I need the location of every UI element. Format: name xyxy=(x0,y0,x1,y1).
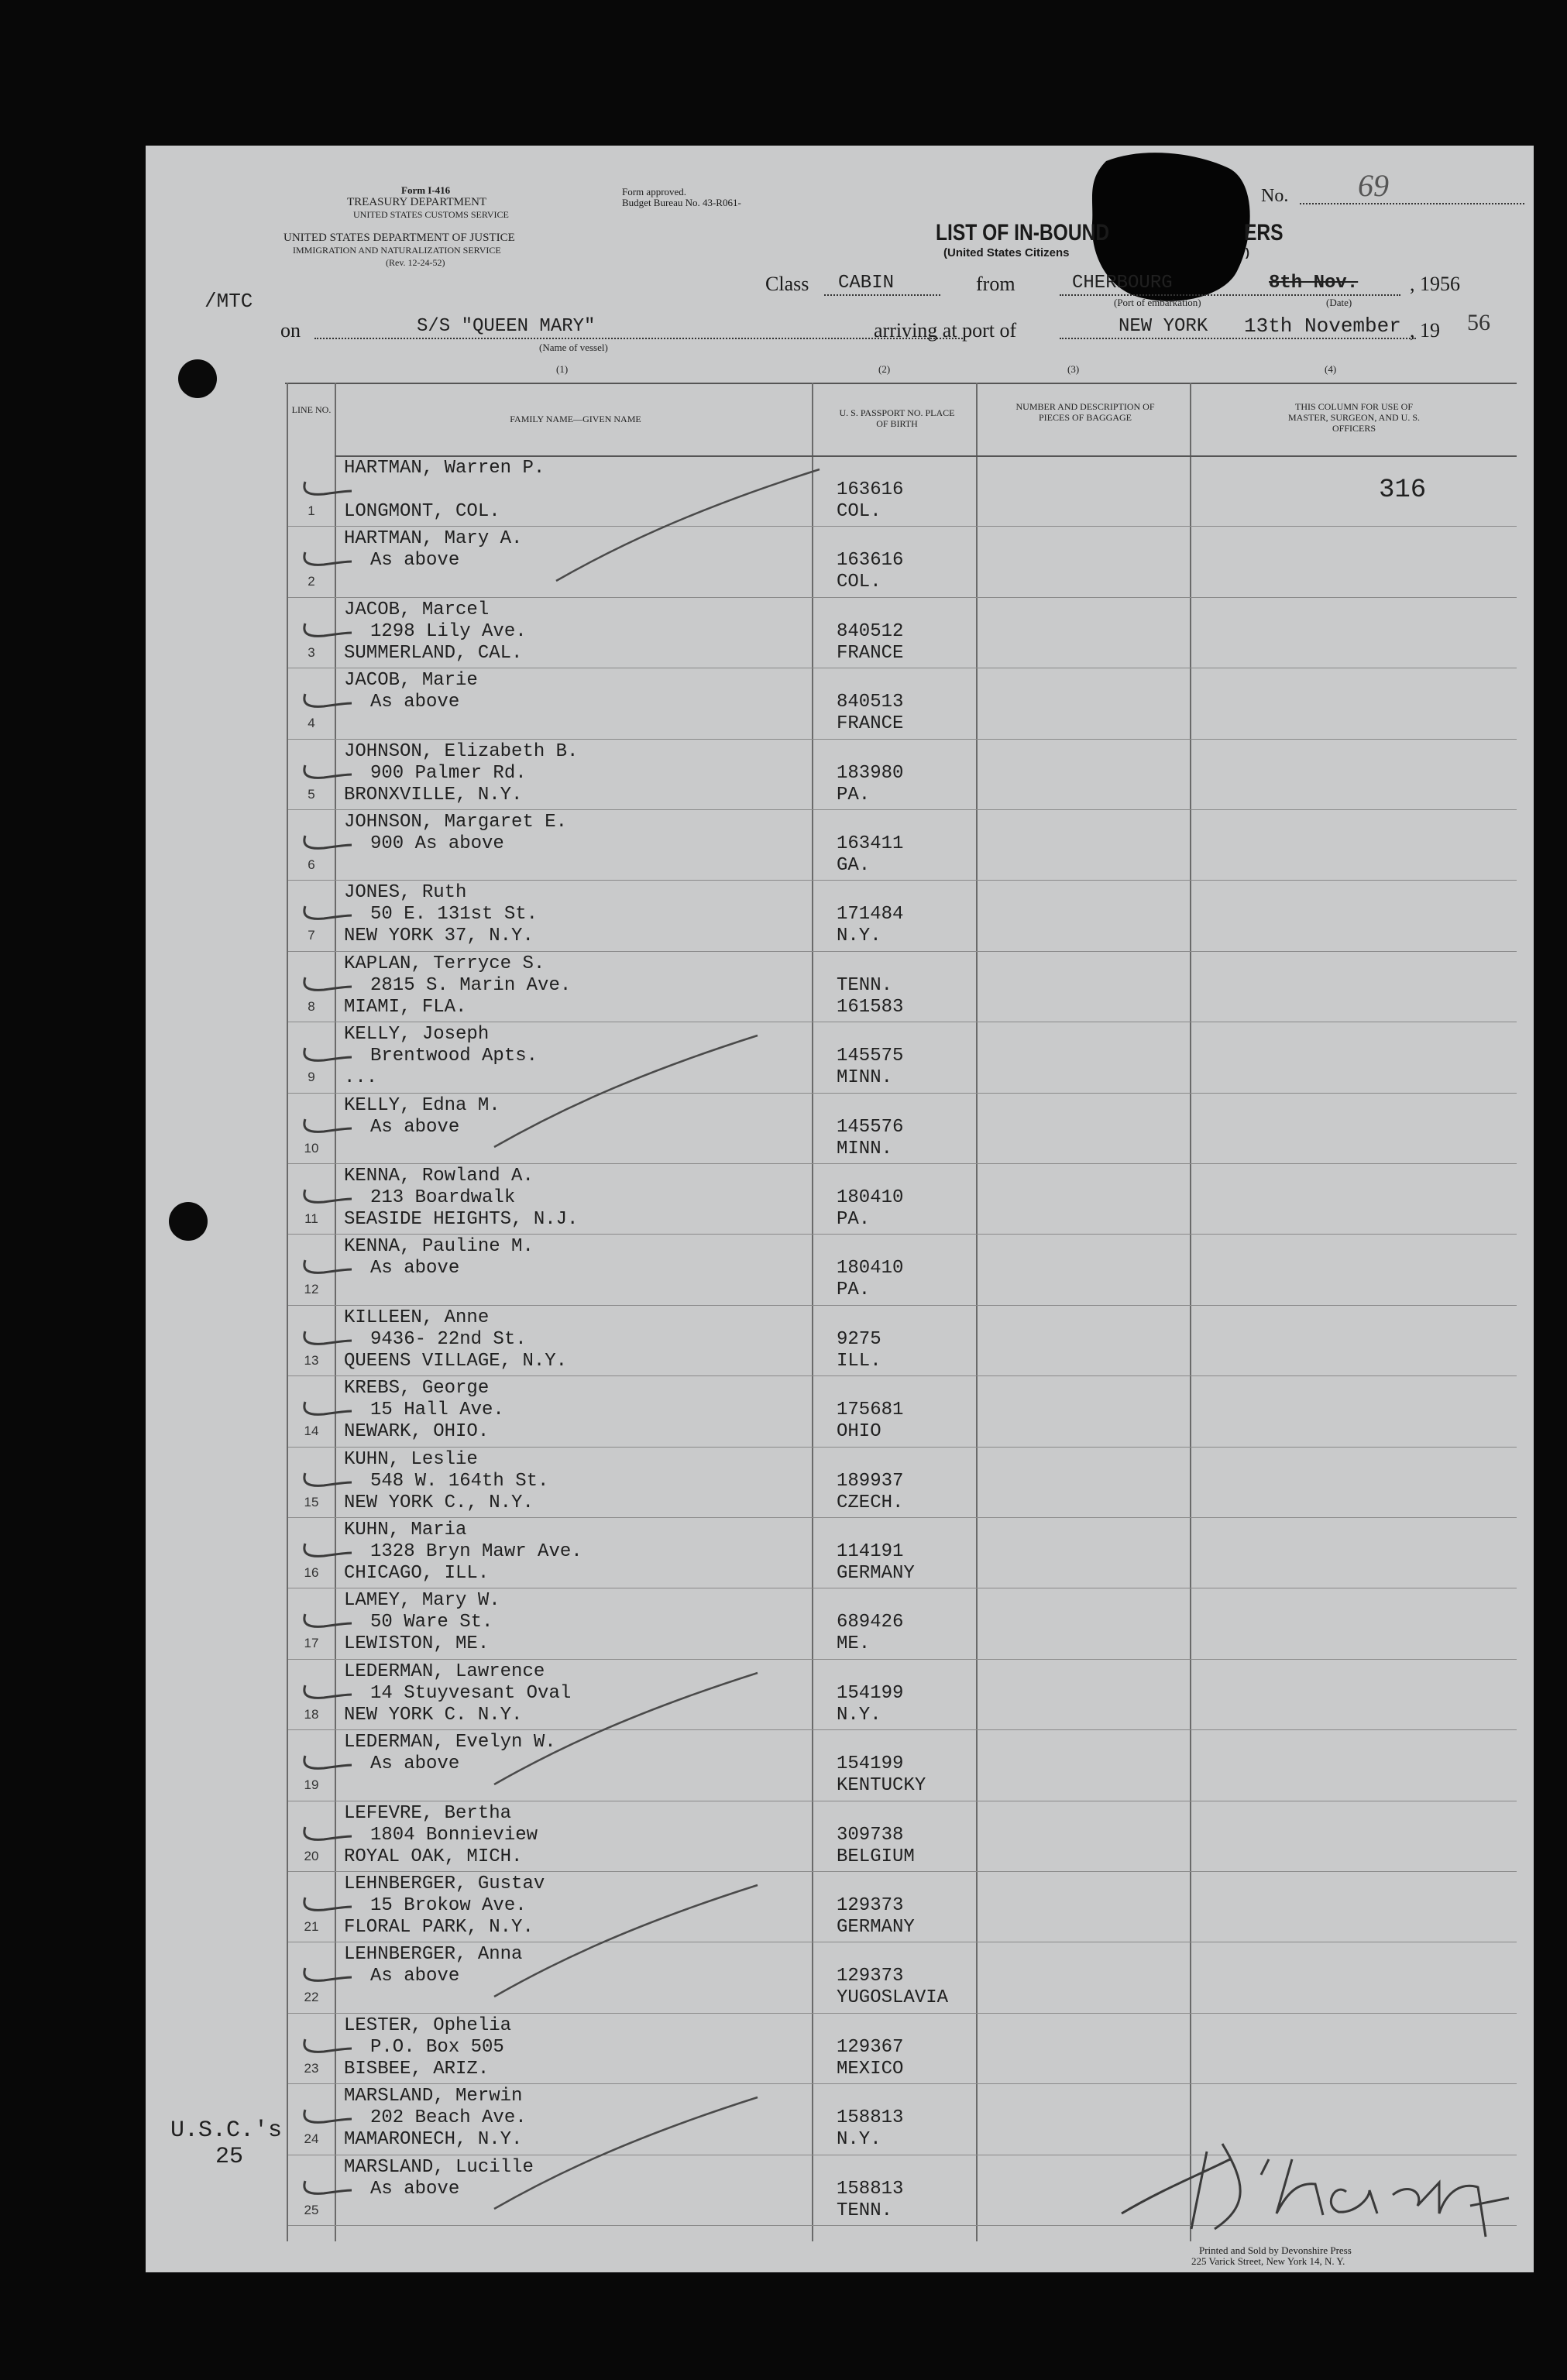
manifest-subtitle-end: ) xyxy=(1246,246,1249,259)
check-mark xyxy=(301,1745,355,1776)
line-number: 4 xyxy=(308,716,315,731)
passenger-address: LONGMONT, COL. xyxy=(344,501,500,522)
row-rule xyxy=(288,951,1517,952)
check-mark xyxy=(301,1887,355,1918)
passenger-address: 1804 Bonnieview xyxy=(370,1824,538,1846)
line-number: 3 xyxy=(308,644,315,660)
row-rule xyxy=(288,1375,1517,1376)
place-of-birth: TENN. xyxy=(837,2200,893,2221)
row-rule xyxy=(288,526,1517,527)
row-rule xyxy=(288,1447,1517,1448)
passport-number: 163411 xyxy=(837,833,904,854)
col-header-officers: THIS COLUMN FOR USE OF MASTER, SURGEON, AND U. S. OFFICERS xyxy=(1287,401,1421,434)
passenger-name: JACOB, Marcel xyxy=(344,599,490,620)
passport-number: 689426 xyxy=(837,1612,904,1633)
place-of-birth: PA. xyxy=(837,1279,871,1301)
row-rule xyxy=(288,2013,1517,2014)
line-number: 16 xyxy=(304,1565,319,1580)
check-mark xyxy=(301,471,355,502)
line-number: 15 xyxy=(304,1494,319,1509)
printer-line-2: 225 Varick Street, New York 14, N. Y. xyxy=(1191,2255,1345,2267)
col-rule-left xyxy=(287,383,288,2241)
passenger-address: SUMMERLAND, CAL. xyxy=(344,642,523,664)
class-dots xyxy=(824,294,940,296)
place-of-birth: GERMANY xyxy=(837,1917,915,1938)
line-number: 6 xyxy=(308,857,315,872)
manifest-title: LIST OF IN-BOUND xyxy=(936,220,1110,246)
place-of-birth: 161583 xyxy=(837,996,904,1018)
on-label: on xyxy=(280,319,301,342)
line-number: 17 xyxy=(304,1636,319,1651)
passenger-address: FLORAL PARK, N.Y. xyxy=(344,1917,534,1938)
passenger-name: KENNA, Pauline M. xyxy=(344,1236,534,1258)
passenger-name: KAPLAN, Terryce S. xyxy=(344,953,545,974)
place-of-birth: ILL. xyxy=(837,1350,881,1372)
place-of-birth: N.Y. xyxy=(837,2129,881,2151)
passport-number: 840512 xyxy=(837,620,904,642)
vessel-name: S/S "QUEEN MARY" xyxy=(417,316,596,337)
manifest-page xyxy=(146,146,1534,2272)
passport-number: 9275 xyxy=(837,1328,881,1350)
passenger-name: KREBS, George xyxy=(344,1378,490,1399)
customs-service: UNITED STATES CUSTOMS SERVICE xyxy=(353,209,509,220)
check-mark xyxy=(301,2099,355,2130)
check-mark xyxy=(301,1462,355,1493)
row-rule xyxy=(288,1729,1517,1730)
passenger-name: KENNA, Rowland A. xyxy=(344,1166,534,1187)
line-number: 24 xyxy=(304,2131,319,2147)
passenger-address: SEASIDE HEIGHTS, N.J. xyxy=(344,1209,579,1230)
place-of-birth: CZECH. xyxy=(837,1492,904,1513)
place-of-birth: GERMANY xyxy=(837,1563,915,1584)
justice-dept: UNITED STATES DEPARTMENT OF JUSTICE xyxy=(284,232,515,244)
line-number: 13 xyxy=(304,1352,319,1368)
passport-number: 129373 xyxy=(837,1895,904,1916)
row-rule xyxy=(288,809,1517,810)
passenger-address: 213 Boardwalk xyxy=(370,1187,516,1208)
check-mark xyxy=(301,1391,355,1422)
passport-number: 129367 xyxy=(837,2036,904,2058)
place-of-birth: GA. xyxy=(837,855,871,876)
pen-stroke xyxy=(548,465,827,589)
arriving-label: arriving at port of xyxy=(874,319,1017,342)
row-rule xyxy=(288,739,1517,740)
col-header-line-no: LINE NO. xyxy=(291,404,332,415)
check-mark xyxy=(301,1179,355,1210)
place-of-birth: COL. xyxy=(837,501,881,522)
passenger-address: 9436- 22nd St. xyxy=(370,1328,527,1350)
passenger-address: As above xyxy=(370,2178,460,2200)
class-label: Class xyxy=(765,273,809,295)
passenger-address: 50 E. 131st St. xyxy=(370,904,538,926)
treasury-dept: TREASURY DEPARTMENT xyxy=(347,196,487,208)
line-number: 11 xyxy=(304,1211,318,1226)
col1-caption: (1) xyxy=(556,363,569,375)
passenger-name: JACOB, Marie xyxy=(344,670,478,692)
port-embarkation: CHERBOURG xyxy=(1072,273,1173,294)
vessel-caption: (Name of vessel) xyxy=(539,342,608,353)
passenger-address: Brentwood Apts. xyxy=(370,1046,538,1067)
port-arrival: NEW YORK xyxy=(1119,316,1208,337)
passenger-address: As above xyxy=(370,1258,460,1279)
passport-number: 158813 xyxy=(837,2107,904,2129)
place-of-birth: MINN. xyxy=(837,1138,893,1159)
check-mark xyxy=(301,541,355,572)
passenger-name: LEHNBERGER, Anna xyxy=(344,1944,523,1966)
passport-number: 154199 xyxy=(837,1682,904,1704)
passenger-address: 900 As above xyxy=(370,833,504,854)
passport-number: 114191 xyxy=(837,1541,904,1562)
passenger-name: LEDERMAN, Lawrence xyxy=(344,1661,545,1682)
manifest-title-end: ERS xyxy=(1244,220,1283,246)
line-number: 12 xyxy=(304,1282,319,1297)
passenger-name: KELLY, Joseph xyxy=(344,1024,490,1046)
place-of-birth: N.Y. xyxy=(837,1704,881,1726)
check-mark xyxy=(301,2170,355,2201)
margin-note-count: 25 xyxy=(215,2144,244,2170)
form-approved: Form approved. xyxy=(622,186,687,197)
line-number: 9 xyxy=(308,1070,315,1085)
col-header-baggage: NUMBER AND DESCRIPTION OF PIECES OF BAGGAGE xyxy=(1015,401,1155,423)
place-of-birth: FRANCE xyxy=(837,642,904,664)
passenger-address: NEW YORK C. N.Y. xyxy=(344,1704,523,1726)
check-mark xyxy=(301,1603,355,1634)
margin-note-uscs: U.S.C.'s xyxy=(170,2117,283,2144)
check-mark xyxy=(301,1249,355,1280)
col-header-name: FAMILY NAME—GIVEN NAME xyxy=(510,414,641,424)
passenger-address: QUEENS VILLAGE, N.Y. xyxy=(344,1350,568,1372)
passenger-name: HARTMAN, Mary A. xyxy=(344,528,523,550)
passenger-name: KILLEEN, Anne xyxy=(344,1307,490,1328)
pen-stroke xyxy=(486,1668,765,1792)
passenger-address: BRONXVILLE, N.Y. xyxy=(344,784,523,805)
pen-stroke xyxy=(486,2093,765,2217)
list-no-value: 69 xyxy=(1358,168,1389,203)
ins-service: IMMIGRATION AND NATURALIZATION SERVICE xyxy=(293,245,501,256)
passenger-address: ROYAL OAK, MICH. xyxy=(344,1846,523,1867)
line-number: 10 xyxy=(304,1140,319,1156)
line-number: 7 xyxy=(308,928,315,943)
row-rule xyxy=(288,880,1517,881)
place-of-birth: YUGOSLAVIA xyxy=(837,1987,949,2009)
row-rule xyxy=(288,2083,1517,2084)
line-number: 8 xyxy=(308,998,315,1014)
passenger-address: 15 Brokow Ave. xyxy=(370,1895,527,1916)
table-top-rule xyxy=(285,383,1517,384)
passport-number: 309738 xyxy=(837,1824,904,1846)
passenger-address: 14 Stuyvesant Oval xyxy=(370,1682,572,1704)
row-rule xyxy=(288,1305,1517,1306)
passenger-address: 1328 Bryn Mawr Ave. xyxy=(370,1541,582,1562)
line-number: 2 xyxy=(308,574,315,589)
place-of-birth: BELGIUM xyxy=(837,1846,915,1867)
col-rule-4 xyxy=(1190,383,1191,2241)
line-number: 14 xyxy=(304,1424,319,1439)
passport-number: 180410 xyxy=(837,1187,904,1208)
row-rule xyxy=(288,1093,1517,1094)
place-of-birth: KENTUCKY xyxy=(837,1775,926,1797)
passenger-name: HARTMAN, Warren P. xyxy=(344,458,545,479)
arrival-year: 56 xyxy=(1467,310,1490,335)
list-no-dots xyxy=(1300,203,1524,204)
passenger-address: BISBEE, ARIZ. xyxy=(344,2058,490,2079)
vessel-dots xyxy=(314,338,965,339)
passenger-name: LEHNBERGER, Gustav xyxy=(344,1873,545,1894)
passport-number: 180410 xyxy=(837,1258,904,1279)
check-mark xyxy=(301,754,355,785)
passport-number: 145575 xyxy=(837,1046,904,1067)
embark-caption: (Port of embarkation) xyxy=(1114,297,1201,308)
passenger-address: P.O. Box 505 xyxy=(370,2036,504,2058)
check-mark xyxy=(301,1674,355,1705)
passenger-address: As above xyxy=(370,1966,460,1987)
passenger-address: 1298 Lily Ave. xyxy=(370,620,527,642)
arrival-dots xyxy=(1060,338,1416,339)
col-header-passport: U. S. PASSPORT NO. PLACE OF BIRTH xyxy=(839,407,955,429)
passenger-address: NEW YORK 37, N.Y. xyxy=(344,926,534,947)
from-label: from xyxy=(976,273,1015,295)
check-mark xyxy=(301,967,355,998)
line-number: 19 xyxy=(304,1777,319,1793)
passenger-name: KELLY, Edna M. xyxy=(344,1094,500,1116)
col3-caption: (3) xyxy=(1067,363,1080,375)
pen-stroke xyxy=(486,1880,765,2004)
passenger-address: NEWARK, OHIO. xyxy=(344,1421,490,1443)
passenger-address: 50 Ware St. xyxy=(370,1612,493,1633)
row-rule xyxy=(288,1163,1517,1164)
passport-number: 158813 xyxy=(837,2178,904,2200)
row-rule xyxy=(288,1517,1517,1518)
row-rule xyxy=(288,1659,1517,1660)
passport-number: 163616 xyxy=(837,550,904,572)
check-mark xyxy=(301,1321,355,1351)
passenger-address: 548 W. 164th St. xyxy=(370,1470,549,1492)
margin-code: /MTC xyxy=(204,290,253,313)
pen-stroke xyxy=(486,1031,765,1155)
check-mark xyxy=(301,613,355,644)
passport-number: 171484 xyxy=(837,904,904,926)
place-of-birth: COL. xyxy=(837,572,881,593)
passenger-name: LEDERMAN, Evelyn W. xyxy=(344,1732,556,1753)
passenger-address: MAMARONECH, N.Y. xyxy=(344,2129,523,2151)
passenger-name: LESTER, Ophelia xyxy=(344,2014,512,2036)
passenger-name: JONES, Ruth xyxy=(344,882,467,904)
passenger-address: LEWISTON, ME. xyxy=(344,1633,490,1655)
passport-number: TENN. xyxy=(837,974,893,996)
arrival-year-prefix: , 19 xyxy=(1410,319,1440,342)
date-struck: 8th Nov. xyxy=(1269,273,1359,294)
passenger-name: MARSLAND, Merwin xyxy=(344,2086,523,2107)
embark-dots xyxy=(1060,294,1400,296)
passenger-address: 900 Palmer Rd. xyxy=(370,762,527,784)
line-number: 23 xyxy=(304,2060,319,2076)
year: , 1956 xyxy=(1410,273,1460,295)
check-mark xyxy=(301,1108,355,1139)
passenger-name: LEFEVRE, Bertha xyxy=(344,1802,512,1824)
punch-hole-middle xyxy=(169,1202,208,1241)
check-mark xyxy=(301,2028,355,2059)
line-number: 22 xyxy=(304,1990,319,2005)
place-of-birth: PA. xyxy=(837,1209,871,1230)
line-number: 25 xyxy=(304,2202,319,2217)
passport-number: 183980 xyxy=(837,762,904,784)
check-mark xyxy=(301,1957,355,1988)
passport-number: 129373 xyxy=(837,1966,904,1987)
class-value: CABIN xyxy=(838,273,895,294)
col4-caption: (4) xyxy=(1325,363,1337,375)
passport-number: 145576 xyxy=(837,1116,904,1138)
arrival-date: 13th November xyxy=(1244,314,1401,338)
passenger-address: NEW YORK C., N.Y. xyxy=(344,1492,534,1513)
place-of-birth: FRANCE xyxy=(837,713,904,735)
passenger-address: MIAMI, FLA. xyxy=(344,996,467,1018)
passport-number: 163616 xyxy=(837,479,904,500)
printer-line-1: Printed and Sold by Devonshire Press xyxy=(1199,2244,1352,2256)
passport-number: 840513 xyxy=(837,692,904,713)
form-number: Form I-416 xyxy=(401,184,451,196)
check-mark xyxy=(301,683,355,714)
check-mark xyxy=(301,1533,355,1564)
row-rule xyxy=(288,1234,1517,1235)
passenger-address: ... xyxy=(344,1067,378,1089)
passenger-name: JOHNSON, Elizabeth B. xyxy=(344,740,579,762)
passenger-name: MARSLAND, Lucille xyxy=(344,2156,534,2178)
passenger-address: As above xyxy=(370,692,460,713)
place-of-birth: ME. xyxy=(837,1633,871,1655)
line-number: 1 xyxy=(308,503,315,518)
passenger-address: CHICAGO, ILL. xyxy=(344,1563,490,1584)
list-no-label: No. xyxy=(1261,186,1289,206)
place-of-birth: N.Y. xyxy=(837,926,881,947)
passenger-address: 2815 S. Marin Ave. xyxy=(370,974,572,996)
passenger-name: JOHNSON, Margaret E. xyxy=(344,812,568,833)
passport-number: 189937 xyxy=(837,1470,904,1492)
place-of-birth: MEXICO xyxy=(837,2058,904,2079)
check-mark xyxy=(301,895,355,926)
punch-hole-top xyxy=(178,359,217,398)
passenger-address: As above xyxy=(370,1116,460,1138)
line-number: 5 xyxy=(308,786,315,802)
passenger-address: As above xyxy=(370,550,460,572)
col-rule-2 xyxy=(812,383,813,2241)
date-caption: (Date) xyxy=(1326,297,1352,308)
passport-number: 154199 xyxy=(837,1753,904,1775)
passenger-name: LAMEY, Mary W. xyxy=(344,1590,500,1612)
manifest-subtitle: (United States Citizens xyxy=(943,246,1070,259)
passenger-name: KUHN, Leslie xyxy=(344,1448,478,1470)
check-mark xyxy=(301,825,355,856)
line-number: 20 xyxy=(304,1848,319,1863)
row-rule xyxy=(288,1871,1517,1872)
col2-caption: (2) xyxy=(878,363,891,375)
passenger-address: 202 Beach Ave. xyxy=(370,2107,527,2129)
passenger-name: KUHN, Maria xyxy=(344,1520,467,1540)
place-of-birth: PA. xyxy=(837,784,871,805)
line-number: 21 xyxy=(304,1919,319,1934)
line-number: 18 xyxy=(304,1706,319,1722)
place-of-birth: MINN. xyxy=(837,1067,893,1089)
col-rule-3 xyxy=(976,383,978,2241)
check-mark xyxy=(301,1037,355,1068)
budget-bureau: Budget Bureau No. 43-R061- xyxy=(622,197,741,208)
passport-number: 175681 xyxy=(837,1399,904,1421)
check-mark xyxy=(301,1816,355,1847)
row-rule xyxy=(288,597,1517,598)
officer-signature xyxy=(1114,2128,1517,2244)
place-of-birth: OHIO xyxy=(837,1421,881,1443)
passenger-address: As above xyxy=(370,1753,460,1775)
revision: (Rev. 12-24-52) xyxy=(386,257,445,268)
officer-number: 316 xyxy=(1379,476,1427,505)
passenger-address: 15 Hall Ave. xyxy=(370,1399,504,1421)
